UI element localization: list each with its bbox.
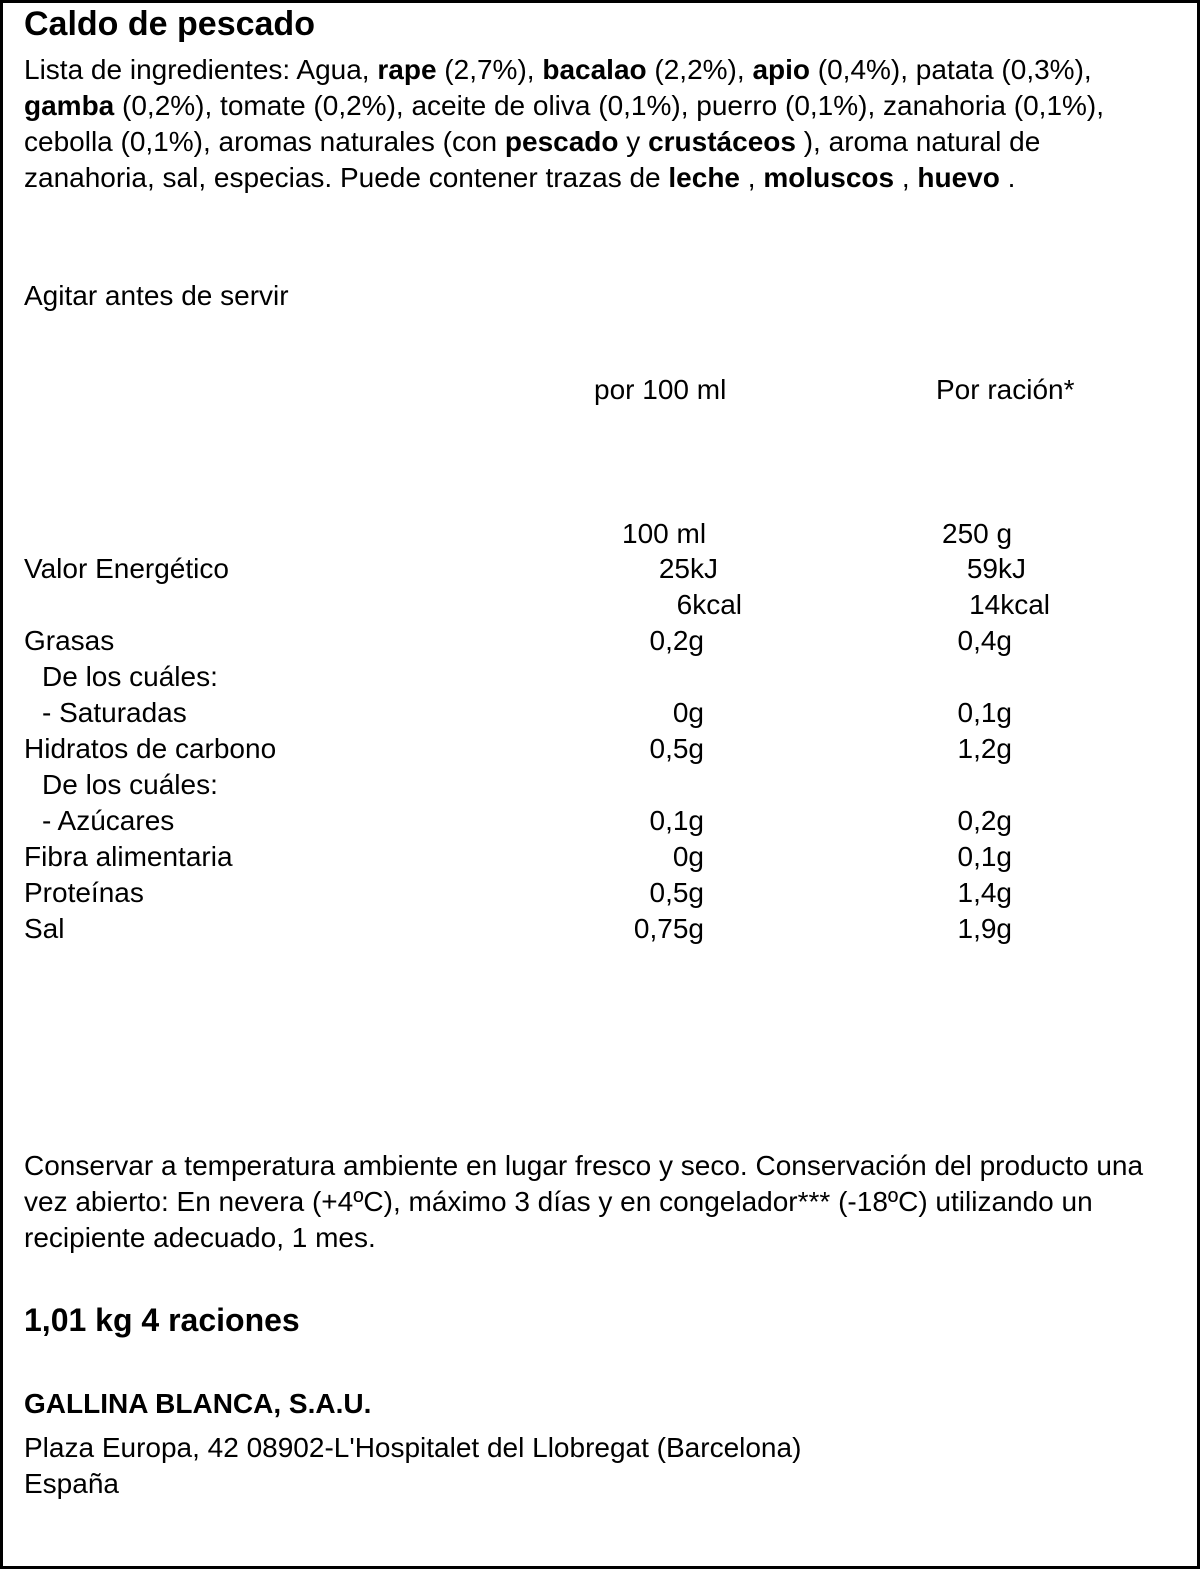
ingredients-label: Lista de ingredientes: Agua, — [24, 54, 378, 85]
nutrient-label: Sal — [24, 913, 65, 944]
allergen-ingredient: crustáceos — [648, 126, 796, 157]
ingredient-text: , — [894, 162, 918, 193]
reference-per-100: 100 ml — [622, 518, 707, 549]
allergen-ingredient: moluscos — [763, 162, 895, 193]
serving-instructions: Agitar antes de servir — [24, 280, 289, 311]
ingredient-text: y — [618, 126, 649, 157]
nutrient-label: Grasas — [24, 625, 115, 656]
ingredient-text: (2,2%), — [646, 54, 753, 85]
allergen-ingredient: huevo — [917, 162, 1000, 193]
allergen-ingredient: rape — [377, 54, 437, 85]
nutrient-per-100: 6kcal — [676, 589, 742, 620]
nutrient-per-100: 0g — [672, 697, 704, 728]
nutrient-per-100: 0,5g — [649, 877, 704, 908]
ingredient-text: , — [740, 162, 764, 193]
ingredients-list — [24, 52, 1164, 196]
nutrient-per-serving: 14kcal — [969, 589, 1050, 620]
header-per-serving: Por ración* — [936, 374, 1075, 405]
nutrient-sublabel: De los cuáles: — [42, 769, 218, 800]
nutrient-per-serving: 0,2g — [957, 805, 1012, 836]
nutrient-per-100: 0g — [672, 841, 704, 872]
ingredient-text: ), aroma natural de zanahoria, sal, especias. Puede contener trazas de — [24, 126, 1041, 193]
nutrient-per-100: 0,75g — [633, 913, 704, 944]
allergen-ingredient: pescado — [504, 126, 619, 157]
header-per-100: por 100 ml — [594, 374, 727, 405]
allergen-ingredient: gamba — [24, 90, 115, 121]
nutrient-label: Fibra alimentaria — [24, 841, 233, 872]
nutrient-per-serving: 0,1g — [957, 841, 1012, 872]
nutrient-per-serving: 1,2g — [957, 733, 1012, 764]
company-country: España — [24, 1468, 119, 1499]
nutrient-per-100: 0,2g — [649, 625, 704, 656]
nutrient-label: Proteínas — [24, 877, 144, 908]
allergen-ingredient: leche — [668, 162, 741, 193]
nutrient-per-100: 0,1g — [649, 805, 704, 836]
ingredient-text: (0,4%), patata (0,3%), — [810, 54, 1092, 85]
nutrient-per-serving: 59kJ — [966, 553, 1026, 584]
nutrient-label: Hidratos de carbono — [24, 733, 277, 764]
ingredient-text: (2,7%), — [436, 54, 543, 85]
product-title: Caldo de pescado — [24, 5, 315, 43]
nutrient-sublabel: De los cuáles: — [42, 661, 218, 692]
allergen-ingredient: apio — [752, 54, 810, 85]
nutrient-per-serving: 0,1g — [957, 697, 1012, 728]
allergen-ingredient: bacalao — [542, 54, 647, 85]
reference-per-serving: 250 g — [942, 518, 1013, 549]
ingredient-text: . — [999, 162, 1016, 193]
nutrient-label: - Azúcares — [42, 805, 175, 836]
net-weight: 1,01 kg 4 raciones — [24, 1302, 300, 1338]
nutrient-label: Valor Energético — [24, 553, 229, 584]
company-address: Plaza Europa, 42 08902-L'Hospitalet del Llobregat (Barcelona) — [24, 1432, 802, 1463]
nutrient-label: - Saturadas — [42, 697, 187, 728]
company-name: GALLINA BLANCA, S.A.U. — [24, 1388, 372, 1419]
ingredient-text: (0,2%), tomate (0,2%), aceite de oliva (0,1%), puerro (0,1%), zanahoria (0,1%), cebolla (0,1%), aromas naturales (con — [24, 90, 1105, 157]
nutrient-per-100: 0,5g — [649, 733, 704, 764]
nutrient-per-serving: 0,4g — [957, 625, 1012, 656]
storage-instructions: Conservar a temperatura ambiente en lugar fresco y seco. Conservación del producto una vez abierto: En nevera (+4ºC), máximo 3 días y en congelador*** (-18ºC) utilizando un recipiente adecuado, 1 mes. — [24, 1150, 1144, 1253]
nutrient-per-100: 25kJ — [658, 553, 718, 584]
nutrient-per-serving: 1,4g — [957, 877, 1012, 908]
nutrient-per-serving: 1,9g — [957, 913, 1012, 944]
